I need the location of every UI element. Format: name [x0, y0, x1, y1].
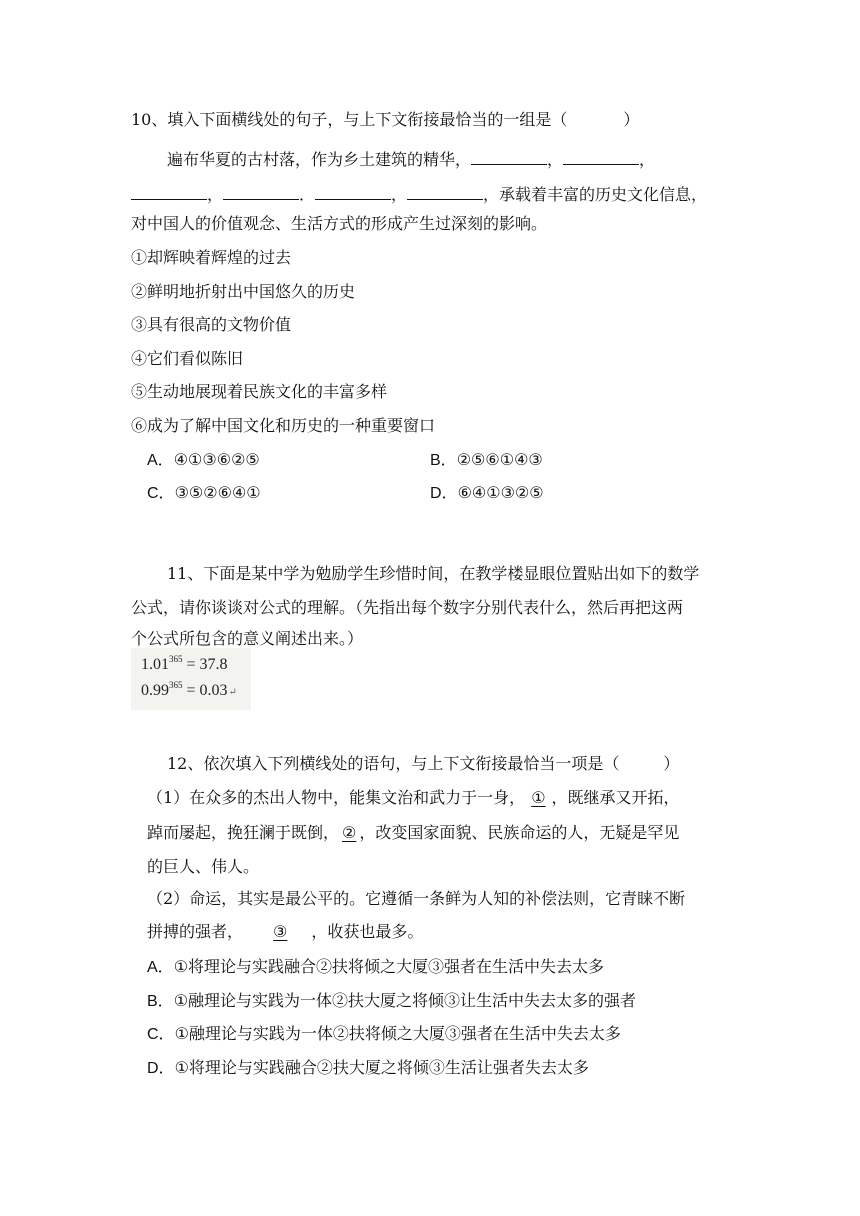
- q10-sentence-4: ④它们看似陈旧: [131, 349, 244, 368]
- formula-2-result: = 0.03: [182, 682, 228, 699]
- q12-option-c-letter: C．: [147, 1026, 175, 1043]
- q12-p1-text-d: ，改变国家面貌、民族命运的人，无疑是罕见: [359, 823, 680, 842]
- q10-option-b-letter: B．: [430, 452, 457, 469]
- q10-option-d: [430, 481, 544, 505]
- q10-sentence-3: ③具有很高的文物价值: [131, 315, 292, 334]
- formula-2: [141, 680, 237, 700]
- q10-stem-text: 10、填入下面横线处的句子，与上下文衔接最恰当的一组是: [131, 110, 552, 129]
- q12-option-d-text: ①将理论与实践融合②扶大厦之将倾③生活让强者失去太多: [174, 1058, 589, 1077]
- q11-line-1: 11、下面是某中学为勉励学生珍惜时间，在教学楼显眼位置贴出如下的数学: [167, 564, 700, 583]
- q12-option-d-letter: D．: [147, 1060, 175, 1077]
- q12-option-b-letter: B．: [147, 993, 174, 1010]
- q10-paren-close: ）: [623, 110, 640, 129]
- q12-paren-close: ）: [663, 754, 680, 773]
- q10-blank-5: [315, 181, 391, 200]
- q10-option-d-text: ⑥④①③②⑤: [457, 483, 544, 502]
- formula-image: [131, 648, 251, 710]
- q12-p1-text-b: ，既继承又开拓，: [551, 788, 680, 807]
- q12-paren-open: （: [603, 754, 620, 773]
- formula-1: [141, 654, 228, 674]
- q10-sentence-5: ⑤生动地展现着民族文化的丰富多样: [131, 382, 388, 401]
- q10-passage-line3: 对中国人的价值观念、生活方式的形成产生过深刻的影响。: [131, 214, 548, 233]
- q12-p2-line1: （2）命运，其实是最公平的。它遵循一条鲜为人知的补偿法则，它青睐不断: [147, 889, 686, 908]
- q10-sentence-2: ②鲜明地折射出中国悠久的历史: [131, 282, 356, 301]
- q10-sentence-1: ①却辉映着辉煌的过去: [131, 248, 292, 267]
- q10-comma: ，: [639, 150, 656, 169]
- q10-option-c-text: ③⑤②⑥④①: [174, 483, 261, 502]
- q12-option-a: [147, 955, 604, 979]
- q10-option-c: [147, 481, 261, 505]
- q10-passage-tail: ，承载着丰富的历史文化信息，: [483, 185, 708, 204]
- q10-paren-open: （: [551, 110, 568, 129]
- formula-2-exponent: 365: [169, 680, 183, 690]
- q10-period: ．: [299, 185, 316, 204]
- q10-option-c-letter: C．: [147, 485, 175, 502]
- q12-p1-line1: [147, 786, 680, 810]
- q10-option-d-letter: D．: [430, 485, 458, 502]
- formula-1-exponent: 365: [169, 654, 183, 664]
- q12-stem-text: 12、依次填入下列横线处的语句，与上下文衔接最恰当一项是: [167, 754, 604, 773]
- q10-sentence-6: ⑥成为了解中国文化和历史的一种重要窗口: [131, 416, 436, 435]
- q10-stem: [131, 108, 639, 132]
- q12-p1-line3: 的巨人、伟人。: [147, 857, 260, 876]
- q10-option-b: [430, 448, 543, 472]
- q10-option-a-text: ④①③⑥②⑤: [173, 450, 260, 469]
- q10-blank-3: [131, 181, 207, 200]
- q10-blank-4: [223, 181, 299, 200]
- q12-option-c: [147, 1022, 621, 1046]
- q12-blank-1: ①: [531, 788, 546, 807]
- q10-comma: ，: [547, 150, 564, 169]
- q10-passage-lead: 遍布华夏的古村落，作为乡土建筑的精华，: [167, 150, 472, 169]
- q12-blank-2: ②: [342, 823, 357, 842]
- q12-p1-text-a: （1）在众多的杰出人物中，能集文治和武力于一身，: [147, 788, 526, 807]
- q10-blank-2: [563, 146, 639, 165]
- q12-option-d: [147, 1056, 589, 1080]
- q10-passage-line2: [131, 181, 707, 205]
- q12-option-a-text: ①将理论与实践融合②扶将倾之大厦③强者在生活中失去太多: [173, 957, 605, 976]
- q10-option-a: [147, 448, 260, 472]
- q10-blank-6: [407, 181, 483, 200]
- q10-comma: ，: [207, 185, 224, 204]
- q12-p2-line2: [147, 920, 423, 944]
- q10-passage-line1: [167, 146, 655, 170]
- q11-line-2: 公式，请你谈谈对公式的理解。（先指出每个数字分别代表什么，然后再把这两: [131, 598, 684, 617]
- q10-option-b-text: ②⑤⑥①④③: [456, 450, 543, 469]
- formula-1-base: 1.01: [141, 656, 169, 673]
- q12-p1-text-c: 踔而屡起，挽狂澜于既倒，: [147, 823, 340, 842]
- q12-blank-3: ③: [273, 922, 288, 941]
- q11-line-3: 个公式所包含的意义阐述出来。）: [131, 629, 364, 648]
- q10-comma: ，: [391, 185, 408, 204]
- q12-p2-text-c: ，收获也最多。: [311, 922, 424, 941]
- formula-1-result: = 37.8: [182, 656, 228, 673]
- q12-option-b: [147, 989, 636, 1013]
- q12-p2-text-b: 拼搏的强者，: [147, 922, 244, 941]
- q12-p1-line2: [147, 821, 679, 845]
- q10-blank-1: [471, 146, 547, 165]
- q12-option-a-letter: A．: [147, 959, 174, 976]
- formula-2-base: 0.99: [141, 682, 169, 699]
- q12-stem: [167, 752, 679, 776]
- q10-option-a-letter: A．: [147, 452, 174, 469]
- q12-option-b-text: ①融理论与实践为一体②扶大厦之将倾③让生活中失去太多的强者: [173, 991, 637, 1010]
- return-mark-icon: ↵: [228, 687, 237, 698]
- q12-option-c-text: ①融理论与实践为一体②扶将倾之大厦③强者在生活中失去太多: [174, 1024, 621, 1043]
